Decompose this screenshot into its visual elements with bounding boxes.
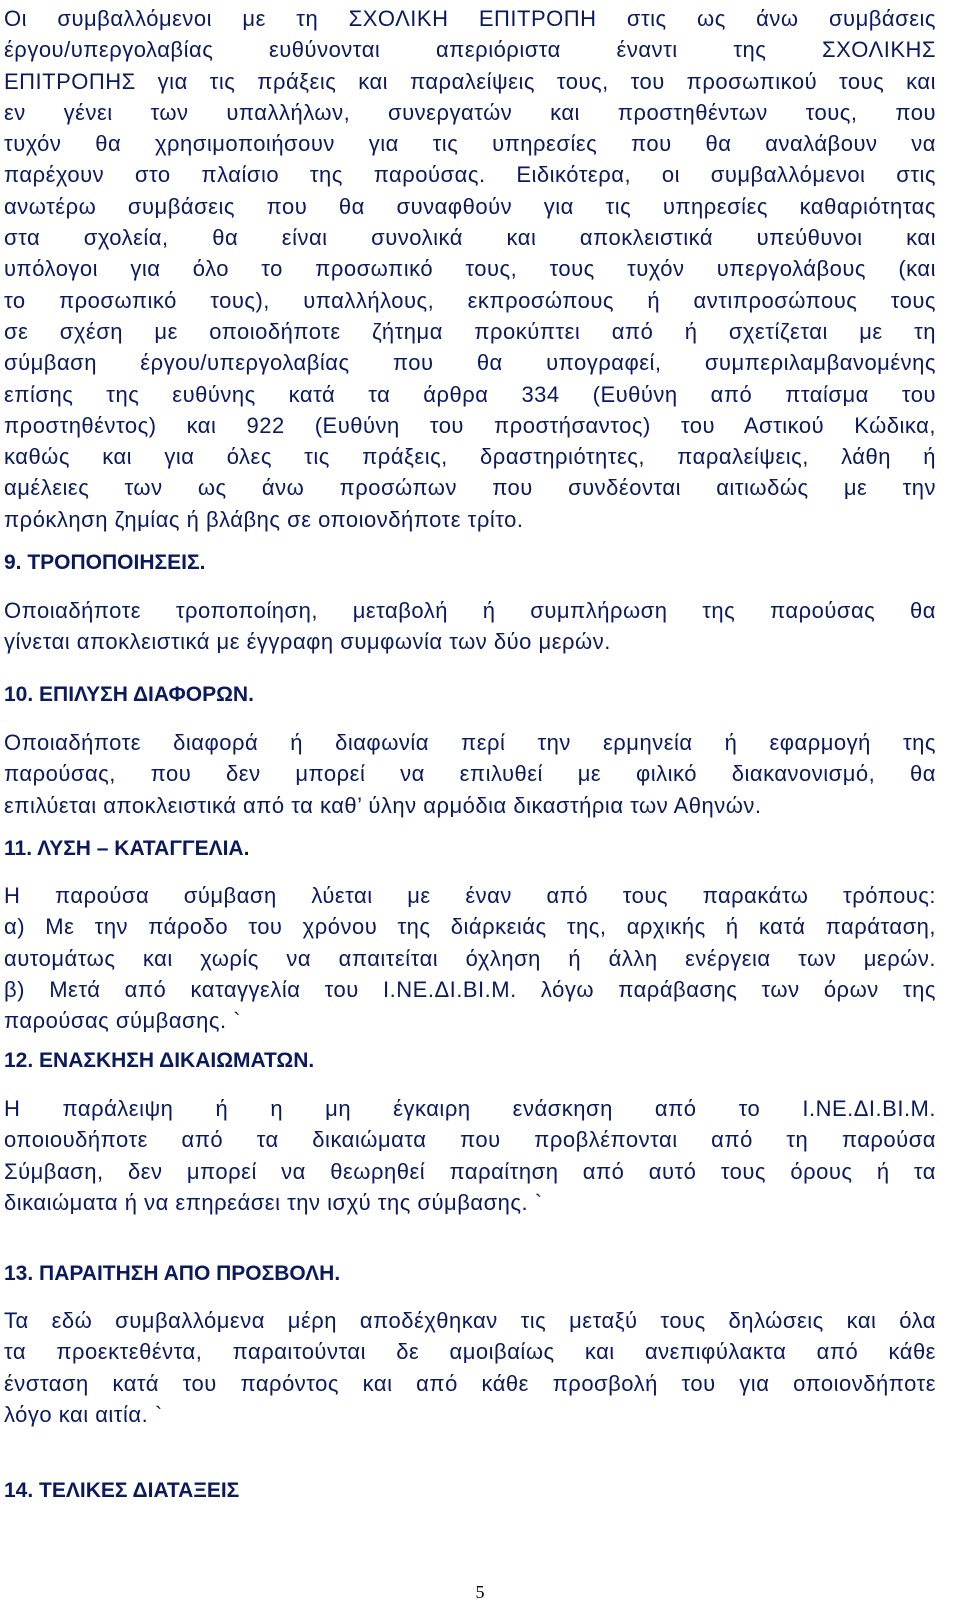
text-line: πρόκληση ζημίας ή βλάβης σε οποιονδήποτε τρίτο.	[4, 506, 524, 532]
text-line: σύμβαση έργου/υπεργολαβίας που θα υπογραφεί, συμπεριλαμβανομένης	[4, 350, 936, 376]
text-line: το προσωπικό τους), υπαλλήλους, εκπροσώπους ή αντιπροσώπους τους	[4, 287, 936, 313]
text-line: τυχόν θα χρησιμοποιήσουν για τις υπηρεσίες που θα αναλάβουν να	[4, 131, 936, 157]
paragraph-exercise-of-rights	[4, 1093, 936, 1218]
text-line: παρούσας σύμβασης. `	[4, 1008, 242, 1034]
paragraph-amendments	[4, 595, 936, 658]
text-line: τα προεκτεθέντα, παραιτούνται δε αμοιβαίως και ανεπιφύλακτα από κάθε	[4, 1339, 936, 1365]
text-line: Η παρούσα σύμβαση λύεται με έναν από τους παρακάτω τρόπους:	[4, 883, 936, 908]
heading-12-exercise-of-rights: 12. ΕΝΑΣΚΗΣΗ ΔΙΚΑΙΩΜΑΤΩΝ.	[4, 1049, 315, 1072]
text-line: δικαιώματα ή να επηρεάσει την ισχύ της σύμβασης. `	[4, 1189, 543, 1215]
text-line: β) Μετά από καταγγελία του Ι.ΝΕ.ΔΙ.ΒΙ.Μ. λόγω παράβασης των όρων της	[4, 976, 936, 1002]
text-line: υπόλογοι για όλο το προσωπικό τους, τους τυχόν υπεργολάβους (και	[4, 256, 936, 282]
text-line: γίνεται αποκλειστικά με έγγραφη συμφωνία των δύο μερών.	[4, 629, 611, 655]
text-line: Τα εδώ συμβαλλόμενα μέρη αποδέχθηκαν τις μεταξύ τους δηλώσεις και όλα	[4, 1308, 936, 1333]
text-line: καθώς και για όλες τις πράξεις, δραστηριότητες, παραλείψεις, λάθη ή	[4, 444, 936, 470]
heading-9-amendments: 9. ΤΡΟΠΟΠΟΙΗΣΕΙΣ.	[4, 551, 206, 574]
paragraph-termination	[4, 880, 936, 1036]
heading-13-waiver: 13. ΠΑΡΑΙΤΗΣΗ ΑΠΟ ΠΡΟΣΒΟΛΗ.	[4, 1262, 341, 1285]
text-line: α) Με την πάροδο του χρόνου της διάρκειάς της, αρχικής ή κατά παράταση,	[4, 914, 936, 940]
text-line: Σύμβαση, δεν μπορεί να θεωρηθεί παραίτηση από αυτό τους όρους ή τα	[4, 1158, 936, 1184]
text-line: αυτομάτως και χωρίς να απαιτείται όχληση ή άλλη ενέργεια των μερών.	[4, 945, 936, 971]
text-line: σε σχέση με οποιοδήποτε ζήτημα προκύπτει από ή σχετίζεται με τη	[4, 318, 936, 344]
text-line: παρέχουν στο πλαίσιο της παρούσας. Ειδικότερα, οι συμβαλλόμενοι στις	[4, 162, 936, 188]
heading-14-final-provisions: 14. ΤΕΛΙΚΕΣ ΔΙΑΤΑΞΕΙΣ	[4, 1479, 240, 1502]
text-line: επίσης της ευθύνης κατά τα άρθρα 334 (Ευθύνη από πταίσμα του	[4, 381, 936, 407]
text-line: έργου/υπεργολαβίας ευθύνονται απεριόριστα έναντι της ΣΧΟΛΙΚΗΣ	[4, 37, 936, 63]
text-line: Η παράλειψη ή η μη έγκαιρη ενάσκηση από το Ι.ΝΕ.ΔΙ.ΒΙ.Μ.	[4, 1096, 936, 1121]
page-number: 5	[475, 1582, 485, 1602]
text-line: παρούσας, που δεν μπορεί να επιλυθεί με φιλικό διακανονισμό, θα	[4, 761, 936, 787]
text-line: οποιουδήποτε από τα δικαιώματα που προβλέπονται από τη παρούσα	[4, 1127, 936, 1153]
paragraph-liability	[4, 3, 936, 535]
text-line: ανωτέρω συμβάσεις που θα συναφθούν για τις υπηρεσίες καθαριότητας	[4, 193, 936, 219]
heading-10-dispute-resolution: 10. ΕΠΙΛΥΣΗ ΔΙΑΦΟΡΩΝ.	[4, 683, 254, 706]
text-line: εν γένει των υπαλλήλων, συνεργατών και προστηθέντων τους, που	[4, 99, 936, 125]
heading-11-termination: 11. ΛΥΣΗ – ΚΑΤΑΓΓΕΛΙΑ.	[4, 837, 250, 860]
text-line: αμέλειες των ως άνω προσώπων που συνδέονται αιτιωδώς με την	[4, 475, 936, 501]
text-line: Οποιαδήποτε διαφορά ή διαφωνία περί την ερμηνεία ή εφαρμογή της	[4, 730, 936, 755]
paragraph-dispute-resolution	[4, 727, 936, 821]
text-line: στα σχολεία, θα είναι συνολικά και αποκλειστικά υπεύθυνοι και	[4, 225, 936, 251]
text-line: ΕΠΙΤΡΟΠΗΣ για τις πράξεις και παραλείψεις τους, του προσωπικού τους και	[4, 68, 936, 94]
paragraph-waiver	[4, 1305, 936, 1430]
text-line: Οι συμβαλλόμενοι με τη ΣΧΟΛΙΚΗ ΕΠΙΤΡΟΠΗ στις ως άνω συμβάσεις	[4, 6, 936, 31]
text-line: επιλύεται αποκλειστικά από τα καθ’ ύλην αρμόδια δικαστήρια των Αθηνών.	[4, 792, 762, 818]
text-line: Οποιαδήποτε τροποποίηση, μεταβολή ή συμπλήρωση της παρούσας θα	[4, 598, 936, 623]
text-line: ένσταση κατά του παρόντος και από κάθε προσβολή του για οποιονδήποτε	[4, 1370, 936, 1396]
text-line: λόγο και αιτία. `	[4, 1401, 163, 1427]
text-line: προστηθέντος) και 922 (Ευθύνη του προστήσαντος) του Αστικού Κώδικα,	[4, 412, 936, 438]
